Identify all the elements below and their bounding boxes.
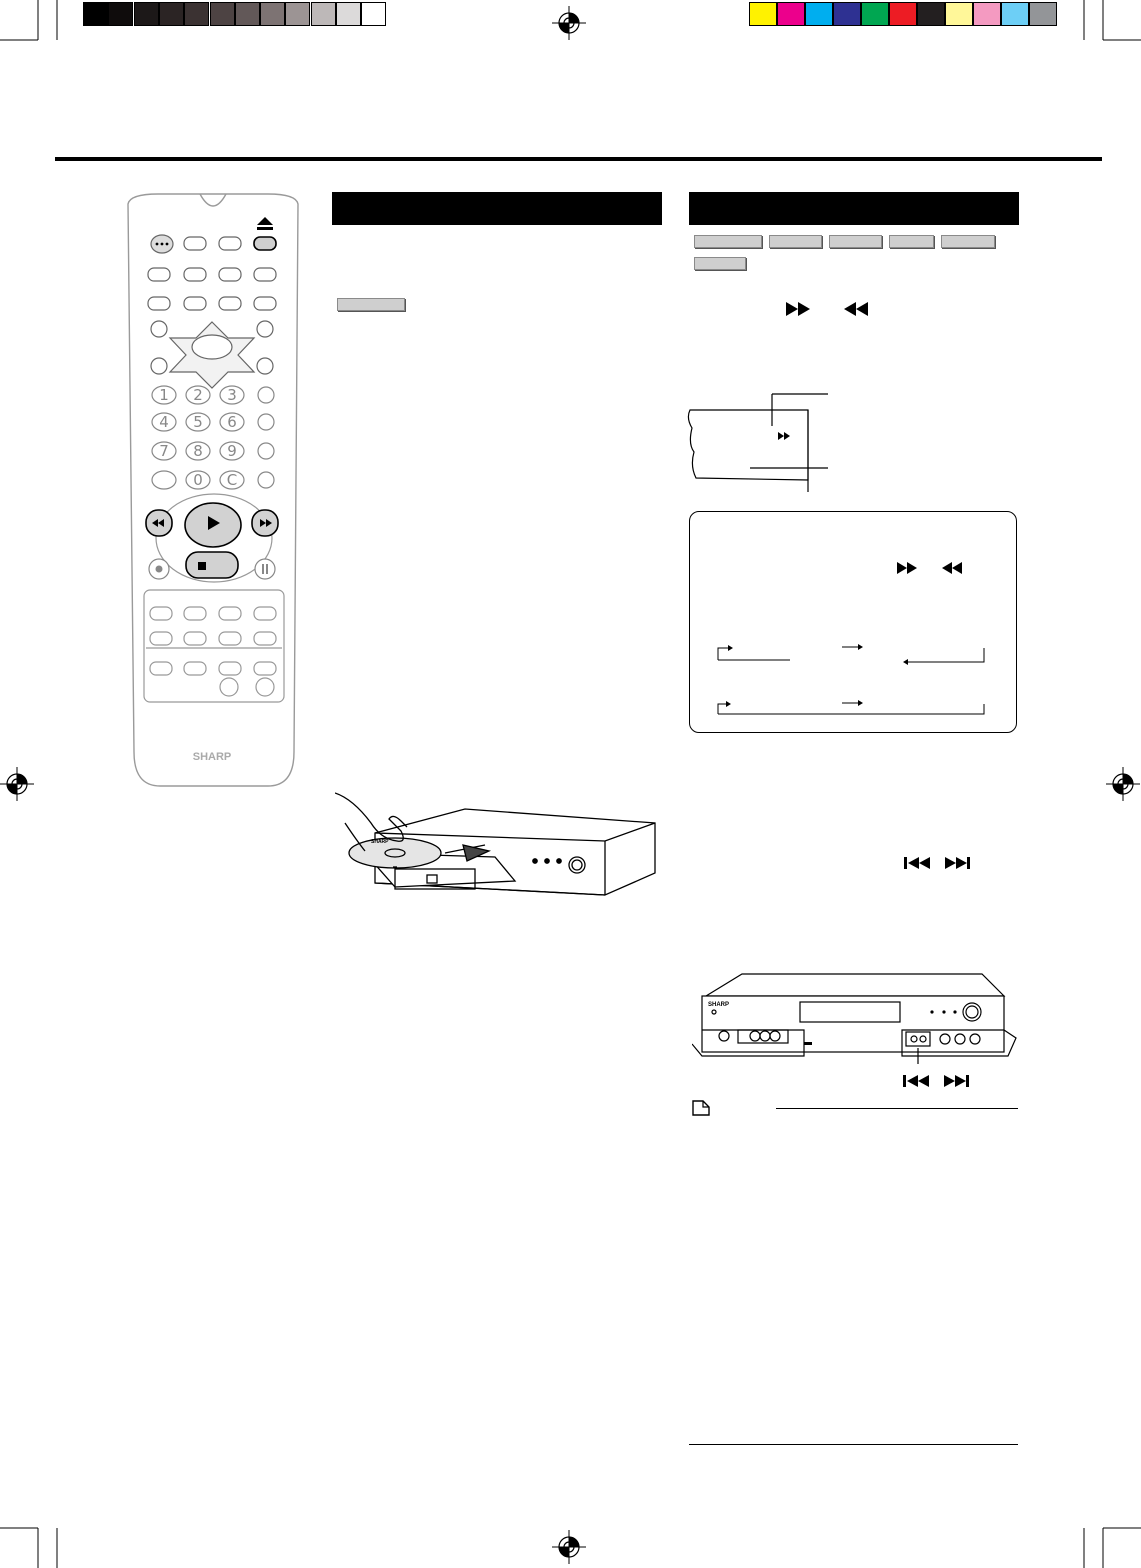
fast-forward-reverse-icons xyxy=(896,561,968,575)
note-icon xyxy=(691,1099,711,1117)
fast-forward-reverse-icons xyxy=(784,301,874,317)
gray-swatch xyxy=(83,2,108,26)
screen-display-illustration xyxy=(686,388,836,493)
section-header-right xyxy=(689,192,1019,225)
gray-swatch xyxy=(311,2,336,26)
remote-digit-key: 2 xyxy=(193,386,203,404)
player-disc-loading-illustration xyxy=(335,783,660,911)
color-swatch xyxy=(1001,2,1029,26)
registration-mark-bottom xyxy=(552,1530,586,1564)
remote-digit-key: 0 xyxy=(193,471,203,489)
disc-type-tag xyxy=(941,235,995,248)
registration-mark-top xyxy=(552,6,586,40)
disc-type-tag xyxy=(829,235,882,248)
skip-icons xyxy=(903,856,975,870)
gray-swatch xyxy=(159,2,184,26)
remote-digit-key: 8 xyxy=(193,442,203,460)
fast-reverse-icon xyxy=(844,302,868,316)
fast-forward-icon xyxy=(897,562,917,574)
remote-digit-key: 3 xyxy=(227,386,237,404)
color-swatch xyxy=(805,2,833,26)
color-swatch xyxy=(777,2,805,26)
gray-swatch xyxy=(235,2,260,26)
remote-digit-key: 7 xyxy=(159,442,169,460)
skip-forward-icon xyxy=(944,1075,969,1087)
note-bottom-rule xyxy=(689,1444,1018,1445)
gray-swatch xyxy=(285,2,310,26)
disc-type-tag xyxy=(889,235,934,248)
color-swatch xyxy=(833,2,861,26)
skip-back-icon xyxy=(903,1075,929,1087)
disc-type-tag xyxy=(694,235,762,248)
remote-digit-key: 5 xyxy=(193,413,203,431)
remote-digit-key: C xyxy=(226,471,238,489)
color-swatch xyxy=(917,2,945,26)
disc-type-tag xyxy=(769,235,822,248)
gray-swatch xyxy=(260,2,285,26)
front-panel-skip-icons xyxy=(902,1074,974,1088)
section-header-middle xyxy=(332,192,662,225)
disc-type-tag xyxy=(337,298,405,311)
gray-swatch xyxy=(336,2,361,26)
color-swatch xyxy=(749,2,777,26)
remote-brand-logo: SHARP xyxy=(192,751,232,763)
disc-type-tag xyxy=(694,257,746,270)
color-swatch xyxy=(861,2,889,26)
svg-text:SHARP: SHARP xyxy=(371,839,389,845)
note-rule xyxy=(776,1108,1018,1109)
front-panel-illustration xyxy=(692,972,1018,1064)
fast-reverse-icon xyxy=(942,562,962,574)
remote-digit-key: 9 xyxy=(227,442,237,460)
gray-swatch xyxy=(184,2,209,26)
registration-mark-right xyxy=(1106,767,1140,801)
remote-control xyxy=(118,192,308,792)
gray-swatch xyxy=(210,2,235,26)
color-swatch xyxy=(1029,2,1057,26)
skip-forward-icon xyxy=(945,857,970,869)
page-header-rule xyxy=(55,157,1102,161)
gray-swatch xyxy=(361,2,386,26)
fast-forward-icon xyxy=(786,302,810,316)
svg-text:SHARP: SHARP xyxy=(708,1002,730,1008)
speed-cycle-diagram xyxy=(712,638,992,718)
registration-mark-left xyxy=(0,767,34,801)
remote-digit-key: 1 xyxy=(159,386,169,404)
color-swatch xyxy=(945,2,973,26)
color-swatch xyxy=(889,2,917,26)
gray-swatch xyxy=(134,2,159,26)
skip-back-icon xyxy=(904,857,930,869)
remote-digit-key: 6 xyxy=(227,413,237,431)
color-swatch xyxy=(973,2,1001,26)
gray-swatch xyxy=(108,2,133,26)
remote-digit-key: 4 xyxy=(159,413,169,431)
